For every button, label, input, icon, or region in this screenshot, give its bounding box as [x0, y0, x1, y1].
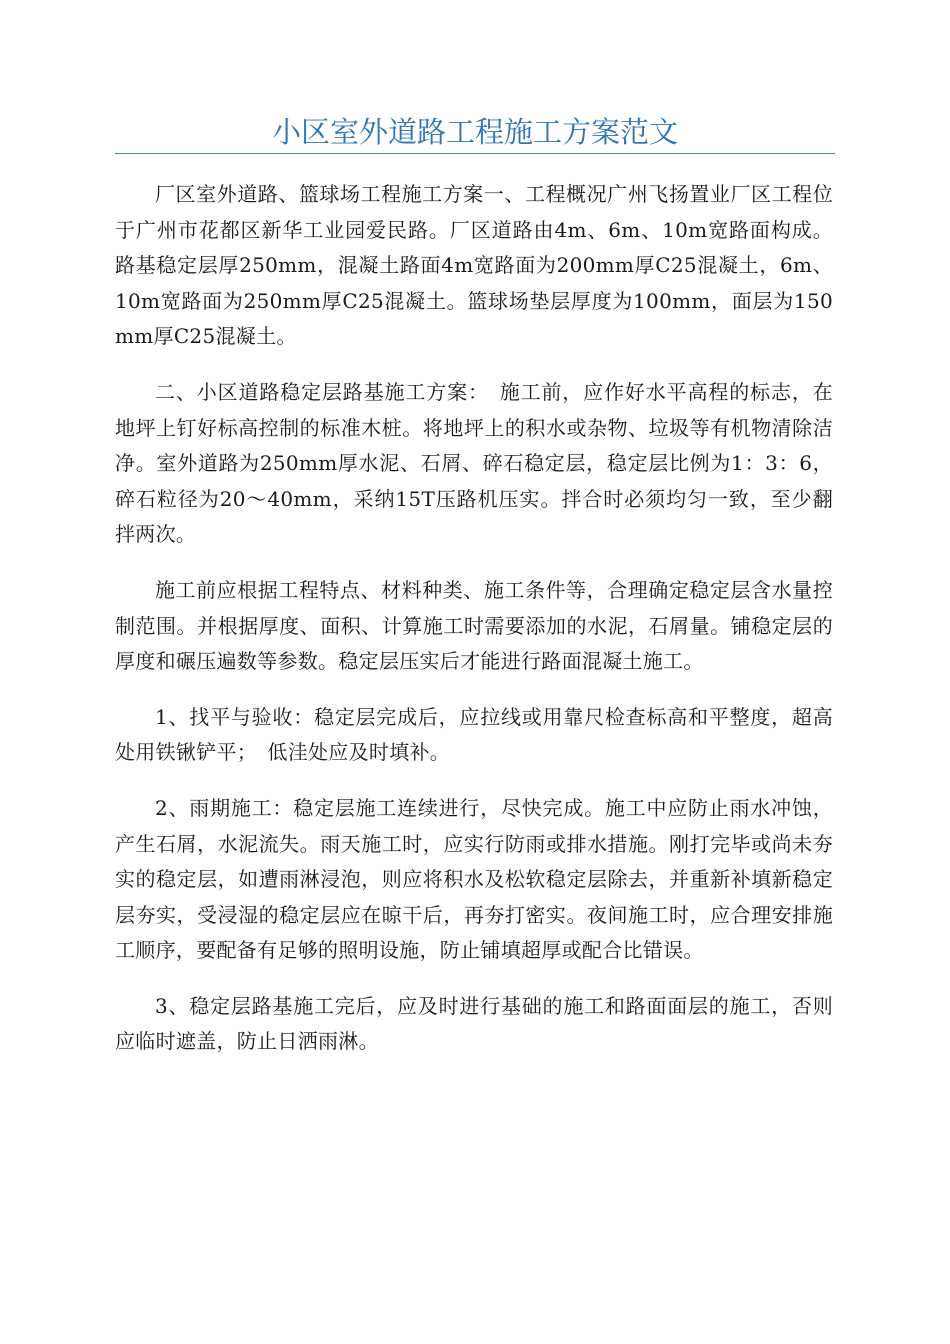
paragraph-after-subgrade: 3、稳定层路基施工完后，应及时进行基础的施工和路面面层的施工，否则应临时遮盖，防止日洒雨淋。 [115, 993, 833, 1054]
title-underline [115, 153, 835, 154]
paragraph-rainy-season: 2、雨期施工：稳定层施工连续进行，尽快完成。施工中应防止雨水冲蚀，产生石屑，水泥流失。雨天施工时，应实行防雨或排水措施。刚打完毕或尚未夯实的稳定层，如遭雨淋浸泡，则应将积水及松软稳定层除去，并重新补填新稳定层夯实，受浸湿的稳定层应在晾干后，再夯打密实。夜间施工时，应合理安排施工顺序，要配备有足够的照明设施，防止铺填超厚或配合比错误。 [115, 795, 833, 963]
document-title: 小区室外道路工程施工方案范文 [271, 115, 678, 149]
paragraph-leveling: 1、找平与验收：稳定层完成后，应拉线或用靠尺检查标高和平整度，超高处用铁锹铲平； 低洼处应及时填补。 [115, 704, 833, 765]
paragraph-subgrade-plan: 二、小区道路稳定层路基施工方案： 施工前，应作好水平高程的标志，在地坪上钉好标高控制的标准木桩。将地坪上的积水或杂物、垃圾等有机物清除洁净。室外道路为250mm厚水泥、石屑、碎石稳定层，稳定层比例为1：3：6，碎石粒径为20～40mm，采纳15T压路机压实。拌合时必须均匀一致，至少翻拌两次。 [115, 379, 833, 547]
paragraph-preconstruction: 施工前应根据工程特点、材料种类、施工条件等，合理确定稳定层含水量控制范围。并根据厚度、面积、计算施工时需要添加的水泥，石屑量。铺稳定层的厚度和碾压遍数等参数。稳定层压实后才能进行路面混凝土施工。 [115, 577, 833, 674]
paragraph-project-overview: 厂区室外道路、篮球场工程施工方案一、工程概况广州飞扬置业厂区工程位于广州市花都区新华工业园爱民路。厂区道路由4m、6m、10m宽路面构成。路基稳定层厚250mm，混凝土路面4m宽路面为200mm厚C25混凝土，6m、10m宽路面为250mm厚C25混凝土。篮球场垫层厚度为100mm，面层为150mm厚C25混凝土。 [115, 182, 833, 349]
document-body [115, 177, 833, 1080]
